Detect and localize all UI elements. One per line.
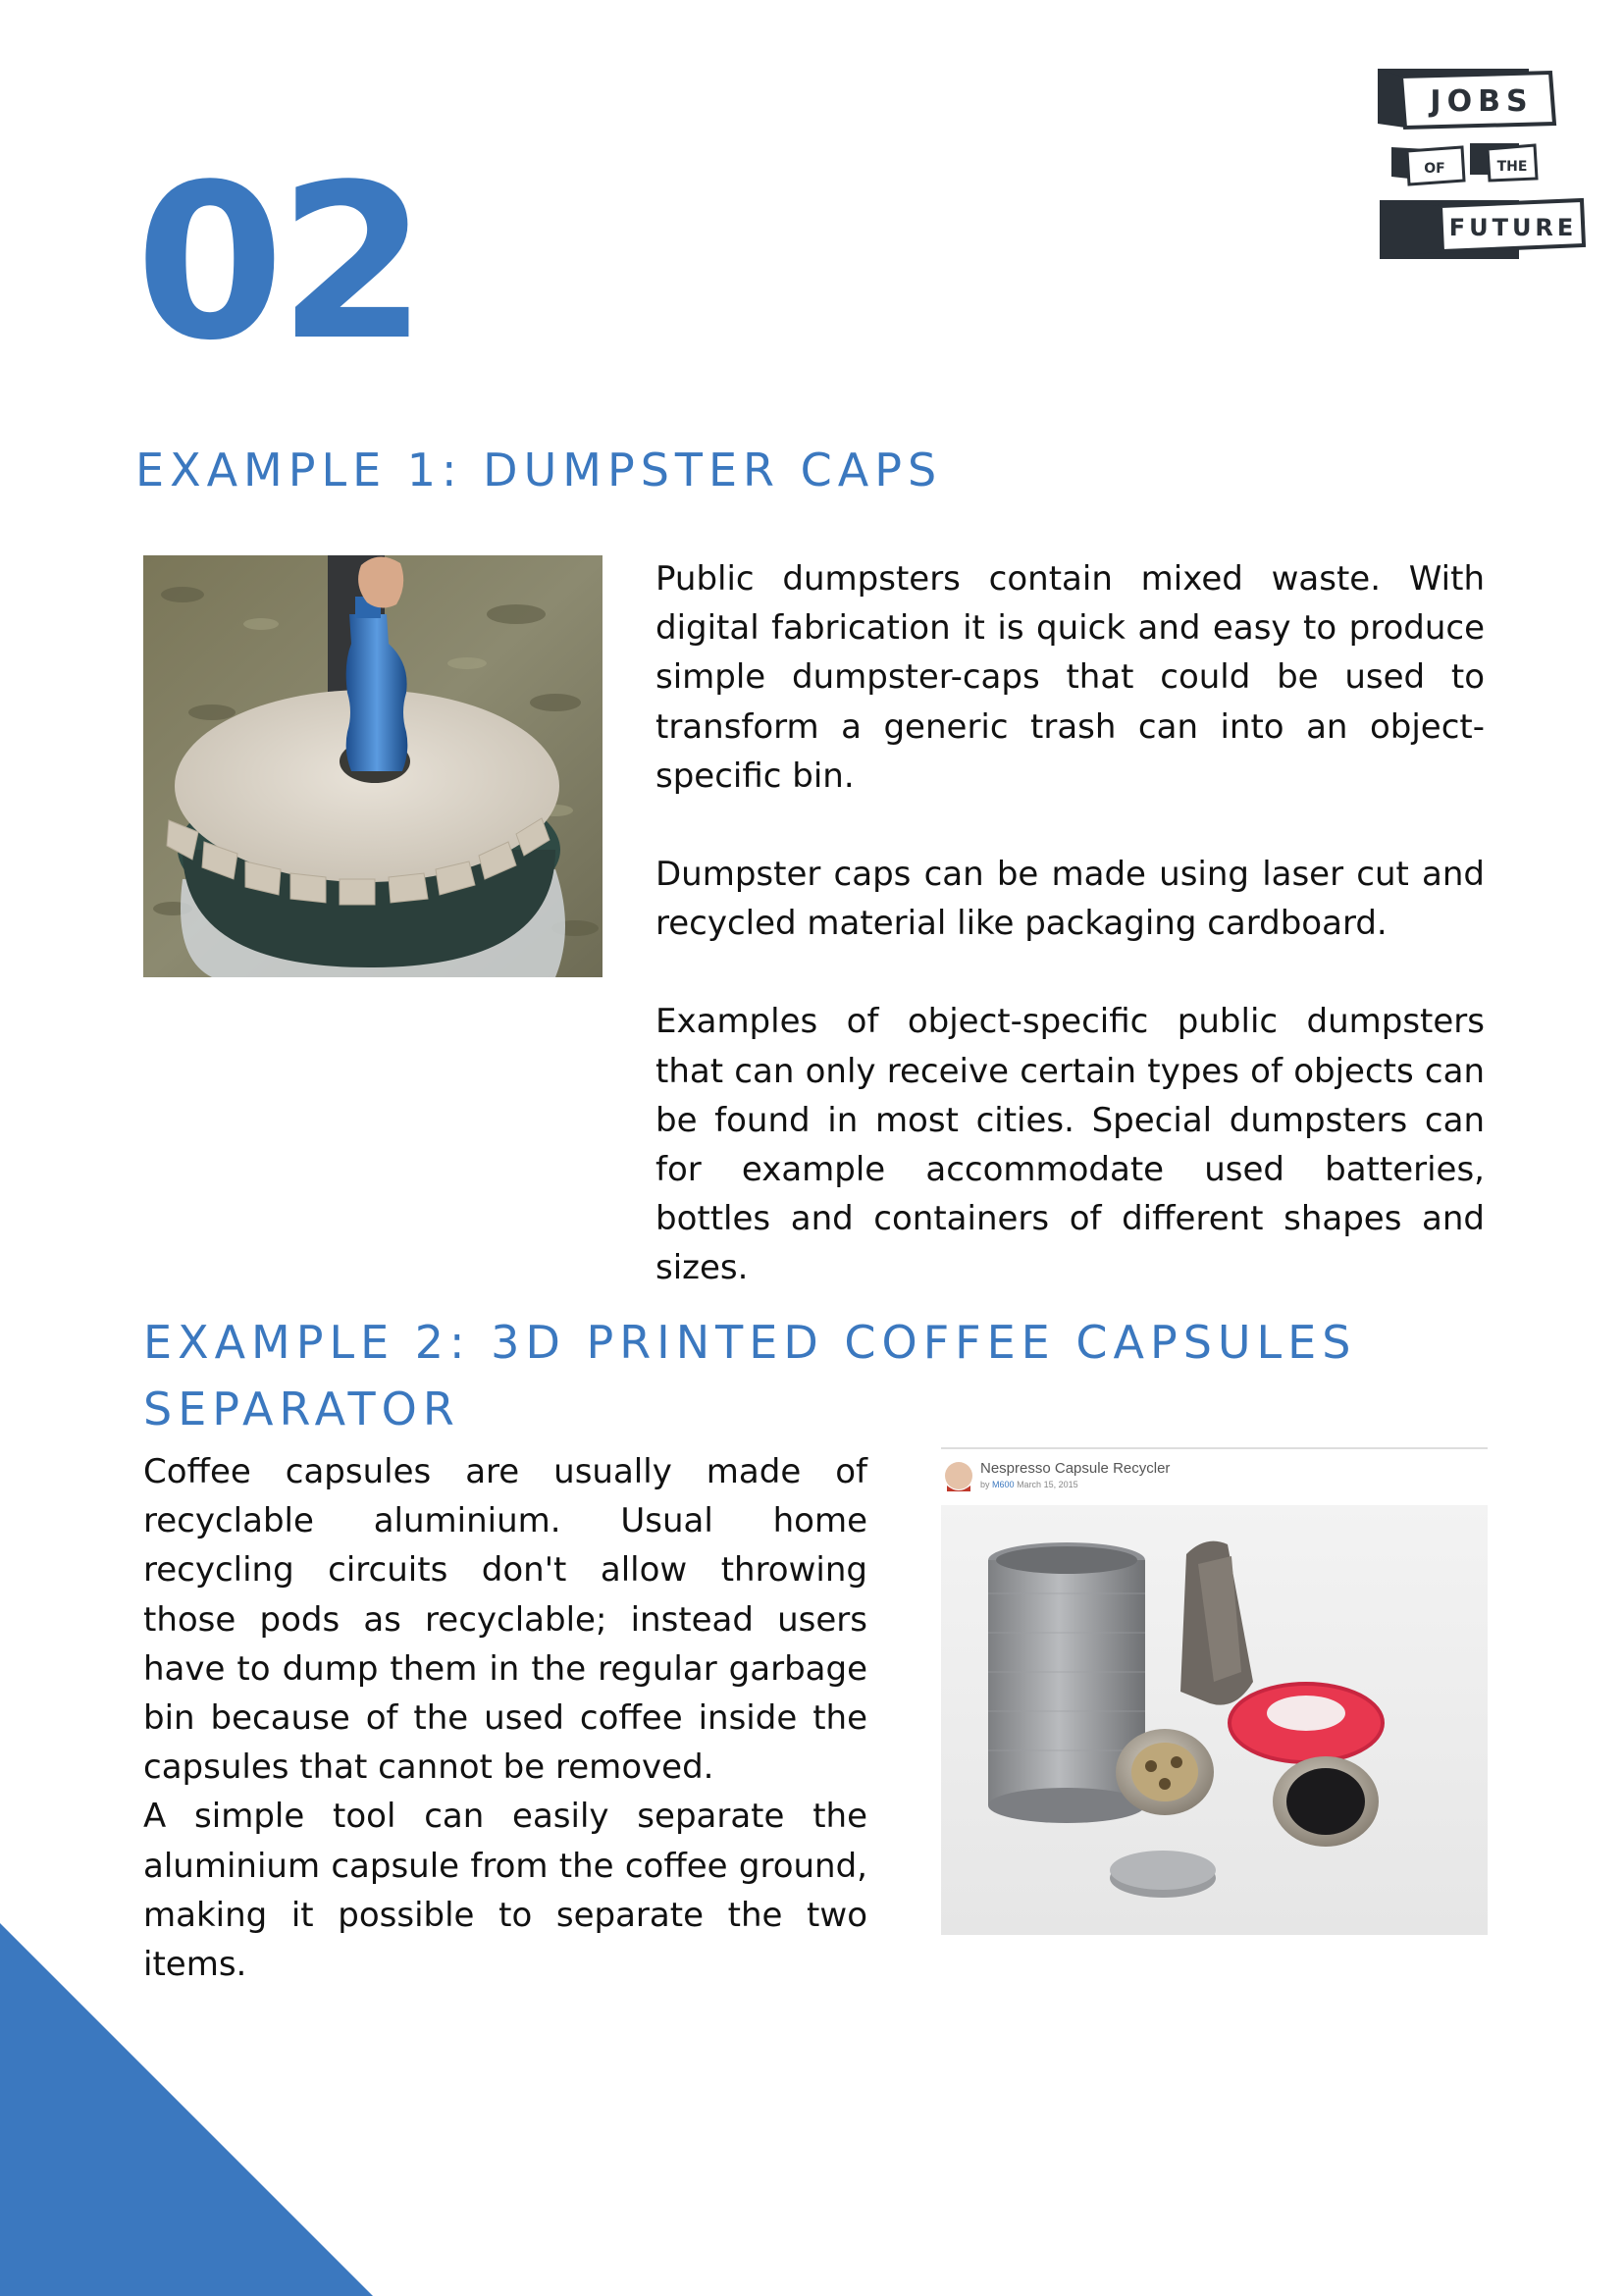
example1-paragraph-3: Examples of object-specific public dumpsters that can only receive certain types of objects can be found in most cities. Special dumpsters can for example accommodate used batteries, bottles and containers of different shapes and sizes.	[655, 1002, 1485, 1288]
example2-paragraph-1: Coffee capsules are usually made of recyclable aluminium. Usual home recycling circuits don't allow throwing those pods as recyclable; instead users have to dump them in the regular garbage bin because of the used coffee inside the capsules that cannot be removed.	[143, 1452, 867, 1788]
photo-dumpster-cap-with-bottle	[143, 555, 602, 977]
example2-photo-caption-byline	[980, 1480, 1078, 1489]
logo-of: OF	[1424, 161, 1445, 177]
jobs-of-the-future-logo	[1372, 67, 1590, 263]
example2-paragraph-2: A simple tool can easily separate the aluminium capsule from the coffee ground, making it possible to separate the two items.	[143, 1797, 867, 1985]
caption-date: March 15, 2015	[1017, 1480, 1078, 1489]
logo-jobs: JOBS	[1430, 84, 1534, 119]
example2-heading	[143, 1309, 1419, 1442]
logo-future: FUTURE	[1448, 214, 1578, 241]
photo-3d-printed-capsule-separator	[941, 1446, 1488, 1935]
example1-text	[655, 554, 1485, 1293]
page-number: 02	[135, 139, 422, 388]
caption-by: by	[980, 1480, 990, 1489]
example2-photo-caption-title: Nespresso Capsule Recycler	[980, 1460, 1171, 1477]
caption-author[interactable]: M600	[992, 1480, 1015, 1489]
example2-text	[143, 1447, 867, 1989]
example1-heading: EXAMPLE 1: DUMPSTER CAPS	[135, 444, 943, 496]
corner-triangle-decoration	[0, 1923, 373, 2296]
example1-photo	[143, 555, 602, 977]
example2-heading-line1: EXAMPLE 2: 3D PRINTED COFFEE CAPSULES	[143, 1316, 1357, 1369]
example2-heading-line2: SEPARATOR	[143, 1383, 460, 1435]
example1-paragraph-2: Dumpster caps can be made using laser cut and recycled material like packaging cardboard.	[655, 855, 1485, 944]
logo-the: THE	[1496, 159, 1528, 175]
example1-paragraph-1: Public dumpsters contain mixed waste. With digital fabrication it is quick and easy to produce simple dumpster-caps that could be used to transform a generic trash can into an object-specific bin.	[655, 559, 1485, 796]
example2-photo	[941, 1446, 1488, 1935]
